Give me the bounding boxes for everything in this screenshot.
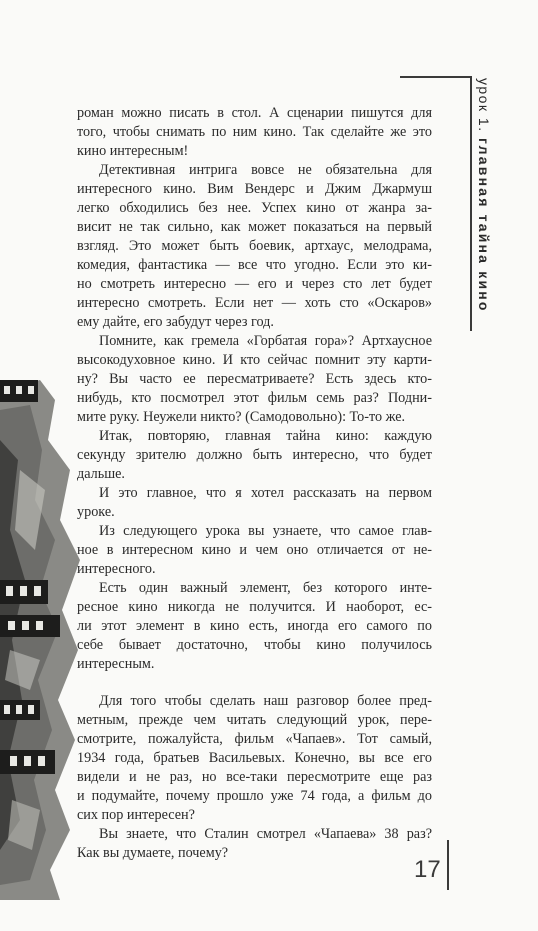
text-line: высокодуховное кино. И кто сейчас помнит эту карти-	[77, 352, 432, 368]
header-rule-horizontal	[400, 76, 472, 78]
paragraph	[77, 692, 432, 825]
text-line: комедия, фантастика — все что угодно. Если это ки-	[77, 257, 432, 273]
text-line: Детективная интрига вовсе не обязательна для	[99, 162, 432, 178]
text-line: Для того чтобы сделать наш разговор более пред-	[99, 693, 432, 709]
text-line: интересно смотреть. Если нет — хоть сто «Оскаров»	[77, 295, 432, 311]
paragraph	[77, 427, 432, 484]
header-rule-vertical	[470, 76, 472, 331]
text-line: уроке.	[77, 504, 115, 520]
running-header	[448, 76, 508, 336]
text-line: взгляд. Это может быть боевик, артхаус, мелодрама,	[77, 238, 432, 254]
text-line: интересного.	[77, 561, 156, 577]
text-line: ну? Вы часто ее пересматриваете? Есть здесь кто-	[77, 371, 432, 387]
paragraph	[77, 825, 432, 863]
paragraph	[77, 332, 432, 427]
text-line: и подумайте, почему прошло уже 74 года, а фильм до	[77, 788, 432, 804]
page-number-rule	[447, 840, 449, 890]
text-line: Помните, как гремела «Горбатая гора»? Артхаусное	[99, 333, 432, 349]
text-line: роман можно писать в стол. А сценарии пишутся для	[77, 105, 432, 121]
text-line: И это главное, что я хотел рассказать на первом	[99, 485, 432, 501]
text-line: Итак, повторяю, главная тайна кино: каждую	[99, 428, 432, 444]
text-line: секунду зрителю должно быть интересно, что будет	[77, 447, 432, 463]
text-line: ли этот элемент в кино есть, иногда его самого по	[77, 618, 432, 634]
text-line: но смотреть интересно — его и через сто лет будет	[77, 276, 432, 292]
text-line: ное в интересном кино и чем оно отличается от не-	[77, 542, 432, 558]
text-line: видели и не раз, но все-таки пересмотрите еще раз	[77, 769, 432, 785]
text-line: Из следующего урока вы узнаете, что самое глав-	[99, 523, 432, 539]
paragraph	[77, 484, 432, 522]
text-line: метным, прежде чем читать следующий урок, пере-	[77, 712, 432, 728]
text-line: Есть один важный элемент, без которого инте-	[99, 580, 432, 596]
running-header-lesson: урок 1.	[476, 78, 492, 133]
text-line: ему дайте, его забудут через год.	[77, 314, 274, 330]
text-line: нибудь, кто посмотрел этот фильм семь раз? Подни-	[77, 390, 432, 406]
text-line: себе бывает достаточно, чтобы кино получилось	[77, 637, 432, 653]
text-line: того, чтобы снимать по ним кино. Так сделайте же это	[77, 124, 432, 140]
text-line: 1934 года, братьев Васильевых. Конечно, вы все его	[77, 750, 432, 766]
running-header-title: главная тайна кино	[476, 138, 492, 313]
body-text	[77, 104, 432, 863]
text-line: кино интересным!	[77, 143, 189, 159]
text-line: интересного кино. Вим Вендерс и Джим Джармуш	[77, 181, 432, 197]
text-line: дальше.	[77, 466, 125, 482]
text-line: висит не так сильно, как может показаться на первый	[77, 219, 432, 235]
text-line: Как вы думаете, почему?	[77, 845, 229, 861]
paragraph	[77, 161, 432, 332]
paragraph	[77, 579, 432, 674]
text-line: Вы знаете, что Сталин смотрел «Чапаева» 38 раз?	[99, 826, 432, 842]
text-line: сих пор интересен?	[77, 807, 195, 823]
text-line: смотрите, пожалуйста, фильм «Чапаев». Тот самый,	[77, 731, 432, 747]
text-line: легко обходились без нее. Успех кино от жанра за-	[77, 200, 432, 216]
text-line: мите руку. Неужели никто? (Самодовольно): То-то же.	[77, 409, 406, 425]
text-line: интересным.	[77, 656, 155, 672]
paragraph	[77, 522, 432, 579]
running-header-text	[476, 78, 492, 313]
paragraph	[77, 104, 432, 161]
text-line: ресное кино никогда не получится. И наоборот, ес-	[77, 599, 432, 615]
page-number: 17	[414, 856, 441, 883]
